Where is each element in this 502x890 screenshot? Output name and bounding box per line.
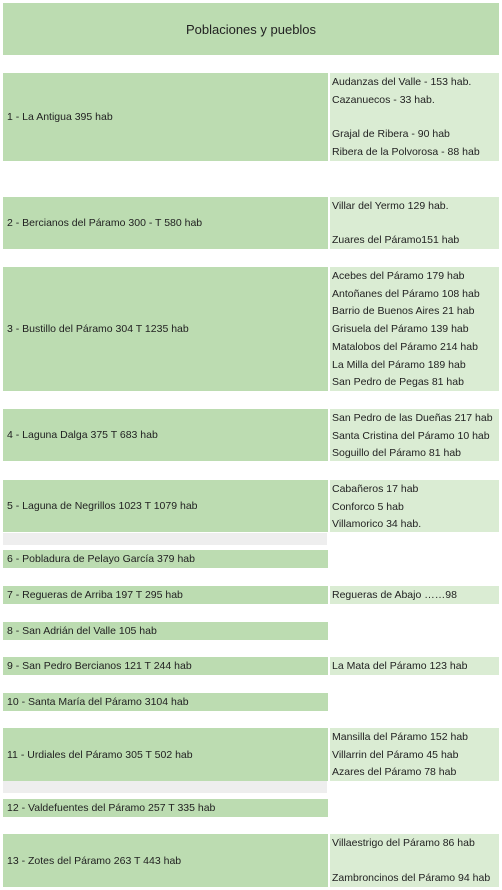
village-item: Villaestrigo del Páramo 86 hab bbox=[332, 837, 475, 849]
village-item: San Pedro de Pegas 81 hab bbox=[332, 376, 464, 388]
municipality-label: 6 - Pobladura de Pelayo García 379 hab bbox=[3, 550, 328, 568]
village-item: Regueras de Abajo ……98 bbox=[332, 589, 457, 601]
municipality-label: 4 - Laguna Dalga 375 T 683 hab bbox=[3, 409, 328, 461]
municipality-label: 12 - Valdefuentes del Páramo 257 T 335 hab bbox=[3, 799, 328, 817]
table-row bbox=[3, 73, 499, 161]
row-spacer bbox=[3, 781, 327, 793]
village-item: Mansilla del Páramo 152 hab bbox=[332, 731, 468, 743]
table-row bbox=[3, 480, 499, 532]
municipality-label: 2 - Bercianos del Páramo 300 - T 580 hab bbox=[3, 197, 328, 249]
page-title: Poblaciones y pueblos bbox=[3, 3, 499, 55]
village-item: Cabañeros 17 hab bbox=[332, 483, 419, 495]
village-item: Villar del Yermo 129 hab. bbox=[332, 200, 449, 212]
village-item: Santa Cristina del Páramo 10 hab bbox=[332, 430, 490, 442]
table-row bbox=[3, 657, 499, 675]
village-item: Antoñanes del Páramo 108 hab bbox=[332, 288, 480, 300]
village-item: Ribera de la Polvorosa - 88 hab bbox=[332, 146, 480, 158]
village-item: Matalobos del Páramo 214 hab bbox=[332, 341, 478, 353]
village-item: La Milla del Páramo 189 hab bbox=[332, 359, 466, 371]
villages-cell bbox=[330, 586, 499, 604]
table-row bbox=[3, 550, 499, 568]
village-item: Soguillo del Páramo 81 hab bbox=[332, 447, 462, 459]
villages-cell bbox=[330, 728, 499, 781]
village-item: La Mata del Páramo 123 hab bbox=[332, 660, 468, 672]
municipality-label: 7 - Regueras de Arriba 197 T 295 hab bbox=[3, 586, 328, 604]
table-row bbox=[3, 693, 499, 711]
village-item: Grisuela del Páramo 139 hab bbox=[332, 323, 469, 335]
villages-cell bbox=[330, 480, 499, 532]
village-item: Zuares del Páramo151 hab bbox=[332, 234, 460, 246]
village-item: Azares del Páramo 78 hab bbox=[332, 766, 457, 778]
village-item: San Pedro de las Dueñas 217 hab bbox=[332, 412, 493, 424]
table-row bbox=[3, 267, 499, 391]
village-item: Acebes del Páramo 179 hab bbox=[332, 270, 465, 282]
municipality-label: 9 - San Pedro Bercianos 121 T 244 hab bbox=[3, 657, 328, 675]
villages-cell bbox=[330, 657, 499, 675]
municipality-label: 3 - Bustillo del Páramo 304 T 1235 hab bbox=[3, 267, 328, 391]
table-row bbox=[3, 197, 499, 249]
municipality-label: 13 - Zotes del Páramo 263 T 443 hab bbox=[3, 834, 328, 887]
village-item: Audanzas del Valle - 153 hab. bbox=[332, 76, 472, 88]
villages-cell bbox=[330, 550, 499, 568]
village-item: Villarrin del Páramo 45 hab bbox=[332, 749, 459, 761]
table-row bbox=[3, 409, 499, 461]
row-spacer bbox=[3, 533, 327, 545]
village-item: Barrio de Buenos Aires 21 hab bbox=[332, 305, 475, 317]
villages-cell bbox=[330, 73, 499, 161]
village-item: Villamorico 34 hab. bbox=[332, 518, 422, 530]
village-item: Zambroncinos del Páramo 94 hab bbox=[332, 872, 491, 884]
municipality-label: 1 - La Antigua 395 hab bbox=[3, 73, 328, 161]
municipality-label: 11 - Urdiales del Páramo 305 T 502 hab bbox=[3, 728, 328, 781]
village-item: Conforco 5 hab bbox=[332, 501, 404, 513]
villages-cell bbox=[330, 834, 499, 887]
table-row bbox=[3, 834, 499, 887]
municipality-label: 10 - Santa María del Páramo 3104 hab bbox=[3, 693, 328, 711]
table-row bbox=[3, 799, 499, 817]
village-item: Cazanuecos - 33 hab. bbox=[332, 94, 435, 106]
villages-cell bbox=[330, 409, 499, 461]
villages-cell bbox=[330, 693, 499, 711]
table-row bbox=[3, 586, 499, 604]
villages-cell bbox=[330, 267, 499, 391]
table-row bbox=[3, 622, 499, 640]
municipality-label: 5 - Laguna de Negrillos 1023 T 1079 hab bbox=[3, 480, 328, 532]
villages-cell bbox=[330, 622, 499, 640]
table-row bbox=[3, 728, 499, 781]
villages-cell bbox=[330, 799, 499, 817]
village-item: Grajal de Ribera - 90 hab bbox=[332, 128, 450, 140]
villages-cell bbox=[330, 197, 499, 249]
municipality-label: 8 - San Adrián del Valle 105 hab bbox=[3, 622, 328, 640]
